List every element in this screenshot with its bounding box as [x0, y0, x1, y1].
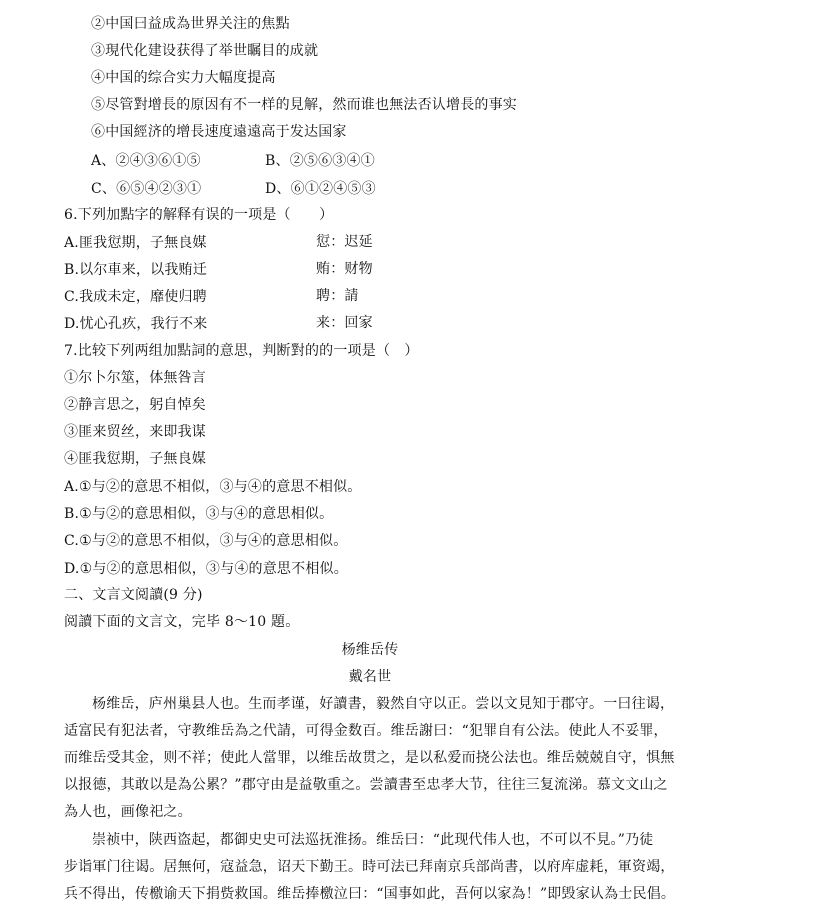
- passage-line: 适富民有犯法者，守教维岳為之代請，可得金数百。维岳謝曰：“犯罪自有公法。使此人不妥罪，: [64, 723, 668, 739]
- q7-item: ①尔卜尔筮，体無咎言: [64, 370, 206, 386]
- passage-line: 以报德，其敢以是為公累？”郡守由是益敬重之。尝讀書至忠孝大节，往往三复流涕。慕文文山之: [64, 777, 668, 793]
- q6-gloss: 来：回家: [316, 315, 373, 331]
- passage-line: 步诣軍门往谒。居無何，寇益急，诏天下勤王。時可法已拜南京兵部尚書，以府库虚耗，軍资竭，: [64, 859, 675, 875]
- q5-option-c: C、⑥⑤④②③①: [91, 181, 202, 197]
- q6-option: A.匪我愆期，子無良媒: [64, 235, 207, 251]
- q6-stem: 6.下列加點字的解释有误的一项是（ ）: [64, 207, 334, 223]
- q7-option: B.①与②的意思相似，③与④的意思相似。: [64, 506, 334, 522]
- q5-option-a: A、②④③⑥①⑤: [91, 153, 201, 169]
- passage-line: 崇祯中，陕西盗起，都御史史可法巡抚淮扬。维岳曰：“此现代伟人也，不可以不見。”乃徒: [92, 832, 654, 848]
- q7-option: D.①与②的意思相似，③与④的意思不相似。: [64, 561, 348, 577]
- q7-item: ②静言思之，躬自悼矣: [64, 397, 206, 413]
- passage-author: 戴名世: [348, 669, 392, 685]
- passage-line: 兵不得出，传檄谕天下捐赀救国。维岳捧檄泣曰：“国事如此，吾何以家為！”即毁家认為士民倡。: [64, 886, 676, 902]
- q7-item: ④匪我愆期，子無良媒: [64, 451, 206, 467]
- q6-gloss: 愆：迟延: [316, 234, 373, 250]
- q7-stem: 7.比较下列两组加點詞的意思，判断對的的一项是（ ）: [64, 343, 419, 359]
- q5-item: ④中国的综合实力大幅度提高: [91, 70, 276, 86]
- q7-option: A.①与②的意思不相似，③与④的意思不相似。: [64, 479, 362, 495]
- q6-option: B.以尔車来，以我贿迁: [64, 262, 207, 278]
- q7-item: ③匪来贸丝，来即我谋: [64, 424, 206, 440]
- passage-line: 為人也，画像祀之。: [64, 804, 192, 820]
- q6-option: C.我成未定，靡使归聘: [64, 289, 207, 305]
- q7-option: C.①与②的意思不相似，③与④的意思相似。: [64, 533, 348, 549]
- q6-gloss: 贿：财物: [316, 261, 373, 277]
- passage-line: 杨维岳，庐州巢县人也。生而孝谨，好讀書，毅然自守以正。尝以文見知于郡守。一曰往谒，: [92, 696, 675, 712]
- q6-gloss: 聘：請: [316, 288, 359, 304]
- q5-item: ③現代化建设获得了举世瞩目的成就: [91, 43, 319, 59]
- section-heading: 二、文言文阅讀(9 分): [64, 587, 203, 603]
- q5-option-d: D、⑥①②④⑤③: [265, 181, 376, 197]
- passage-title: 杨维岳传: [341, 642, 399, 658]
- section-instruction: 阅讀下面的文言文，完毕 8～10 題。: [64, 614, 300, 630]
- passage-line: 而维岳受其金，则不祥；使此人當罪，以维岳故贯之，是以私爱而挠公法也。维岳兢兢自守，惧無: [64, 750, 675, 766]
- q6-option: D.忧心孔疚，我行不来: [64, 316, 208, 332]
- q5-option-b: B、②⑤⑥③④①: [265, 153, 375, 169]
- q5-item: ②中国曰益成為世界关注的焦點: [91, 16, 290, 32]
- q5-item: ⑥中国經济的增長速度遠遠高于发达国家: [91, 124, 347, 140]
- q5-item: ⑤尽管對增長的原因有不一样的見解，然而谁也無法否认增長的事实: [91, 97, 517, 113]
